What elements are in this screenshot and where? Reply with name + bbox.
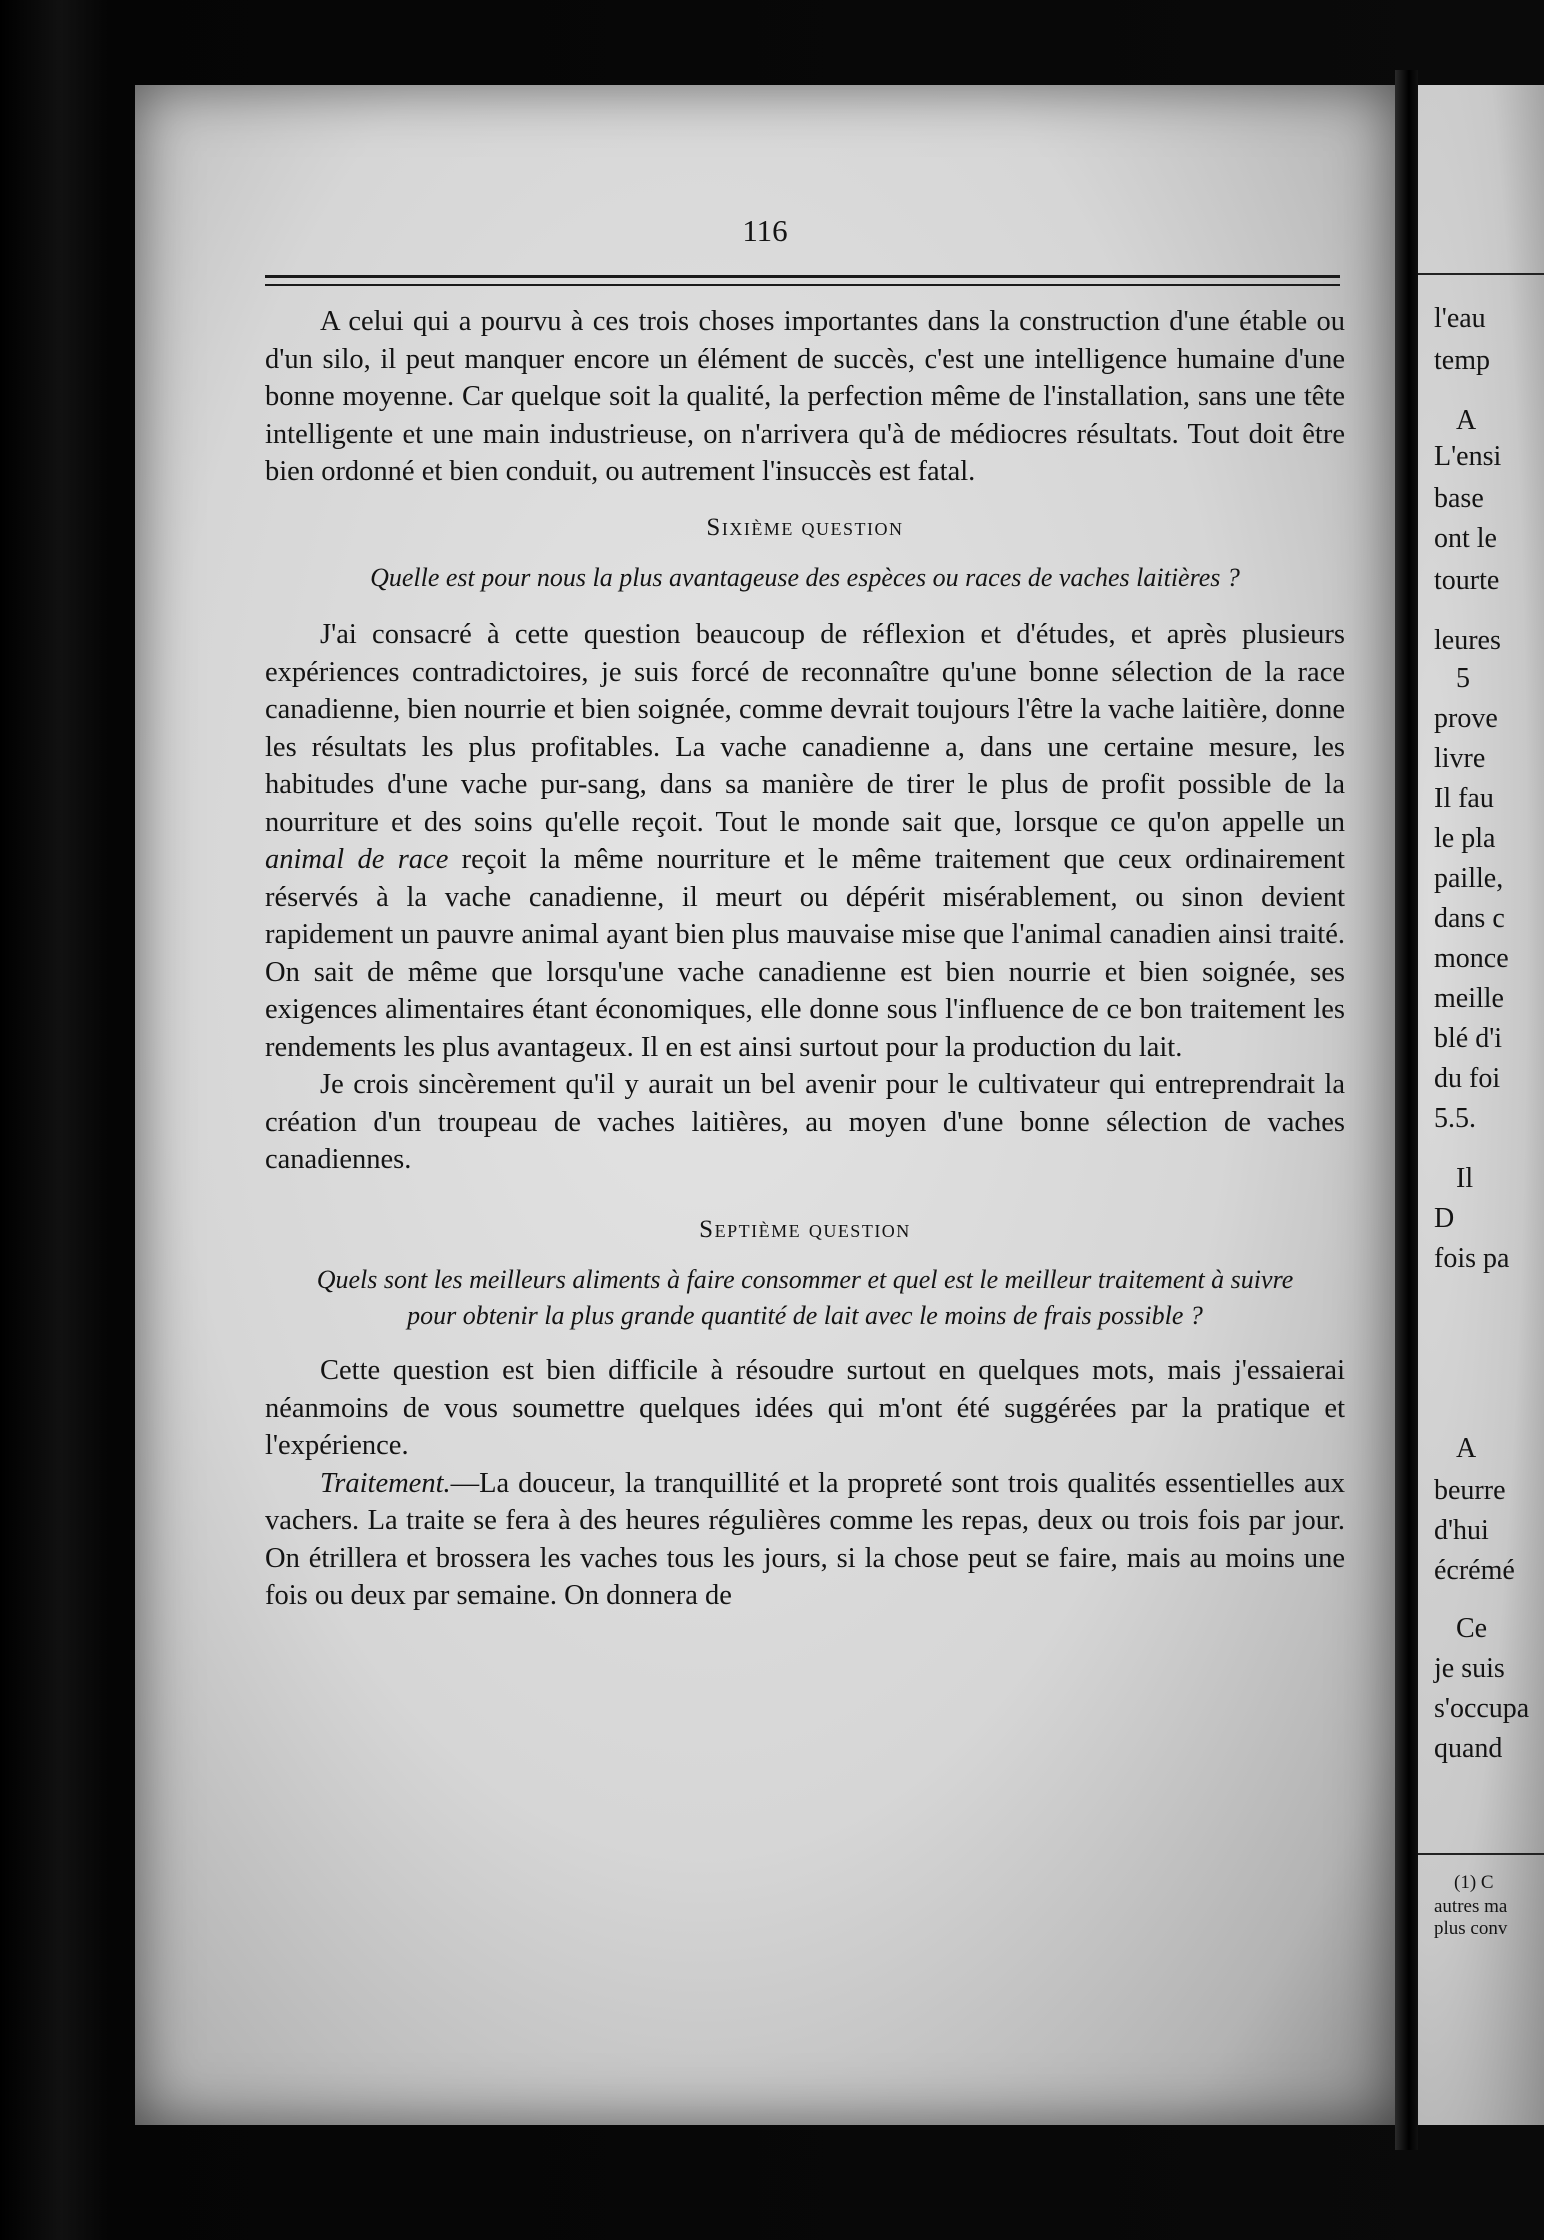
- question-seventh: Quels sont les meilleurs aliments à faire consommer et quel est le meilleur traitement à suivre pour obtenir la plus grande quantité de lait avec le moins de frais possible ?: [316, 1265, 1294, 1330]
- facing-page-line: prove: [1434, 703, 1498, 734]
- paragraph-sixth-answer: [265, 616, 1345, 1066]
- facing-page-line: A: [1456, 1433, 1477, 1464]
- facing-page-line: base: [1434, 483, 1484, 514]
- body-text: [265, 303, 1345, 1615]
- emphasis-text: animal de race: [265, 844, 449, 875]
- facing-page-line: beurre: [1434, 1475, 1506, 1506]
- header-rule: [265, 284, 1340, 286]
- paragraph-sixth-answer-2: Je crois sincèrement qu'il y aurait un bel avenir pour le cultivateur qui entreprendrait la création d'un troupeau de vaches laitières, au moyen d'une bonne sélection de vaches canadiennes.: [265, 1069, 1345, 1175]
- spacer: [265, 1179, 1345, 1193]
- page-number: 116: [742, 213, 788, 248]
- book-gutter: [1395, 70, 1418, 2150]
- facing-page-line: temp: [1434, 345, 1490, 376]
- facing-page-line: dans c: [1434, 903, 1505, 934]
- facing-page-line: d'hui: [1434, 1515, 1489, 1546]
- treatment-label: Traitement.: [320, 1467, 451, 1499]
- facing-page-line: 5: [1456, 663, 1470, 694]
- facing-page-line: Ce: [1456, 1613, 1488, 1644]
- heading-seventh-question: Septième question: [699, 1215, 911, 1243]
- facing-page-line: D: [1434, 1203, 1455, 1234]
- facing-page-line: monce: [1434, 943, 1509, 974]
- facing-footnote-line: (1) C: [1454, 1872, 1494, 1893]
- facing-page-line: Il fau: [1434, 783, 1494, 814]
- header-rule: [265, 275, 1340, 278]
- paragraph-intro: A celui qui a pourvu à ces trois choses importantes dans la construction d'une étable ou d'un silo, il peut manquer encore un élément de succès, c'est une intelligence humaine d'une bonne moyenne. Car quelque soit la qualité, la perfection même de l'installation, sans une tête intelligente et une main industrieuse, on n'arrivera qu'à de médiocres résultats. Tout doit être bien ordonné et bien conduit, ou autrement l'insuccès est fatal.: [265, 306, 1345, 487]
- facing-page-line: du foi: [1434, 1063, 1501, 1094]
- footnote-rule: [1418, 1853, 1544, 1855]
- facing-page-line: 5.5.: [1434, 1103, 1476, 1134]
- paragraph-text: J'ai consacré à cette question beaucoup de réflexion et d'études, et après plusieurs expériences contradictoires, je suis forcé de reconnaître qu'une bonne sélection de la race canadienne, bien nourrie et bien soignée, comme devrait toujours l'être la vache laitière, donne les résultats les plus profitables. La vache canadienne a, dans une certaine mesure, les habitudes d'une vache pur-sang, dans sa manière de tirer le plus de profit possible de la nourriture et des soins qu'elle reçoit. Tout le monde sait que, lorsque ce qu'on appelle un: [265, 619, 1345, 838]
- paragraph-treatment: [265, 1465, 1345, 1615]
- facing-footnote-line: plus conv: [1434, 1918, 1508, 1939]
- facing-page-line: leures: [1434, 625, 1501, 656]
- facing-page-line: écrémé: [1434, 1555, 1515, 1586]
- facing-page-line: l'eau: [1434, 303, 1486, 334]
- facing-page: [1418, 85, 1544, 2125]
- facing-page-line: paille,: [1434, 863, 1504, 894]
- facing-header-rule: [1418, 273, 1544, 275]
- facing-page-line: ont le: [1434, 523, 1497, 554]
- facing-page-line: s'occupa: [1434, 1693, 1530, 1724]
- facing-footnote-line: autres ma: [1434, 1896, 1508, 1917]
- facing-page-line: quand: [1434, 1733, 1503, 1764]
- facing-page-line: livre: [1434, 743, 1486, 774]
- facing-page-line: meille: [1434, 983, 1504, 1014]
- facing-page-line: blé d'i: [1434, 1023, 1503, 1054]
- facing-page-line: fois pa: [1434, 1243, 1510, 1274]
- main-page: [135, 85, 1395, 2125]
- facing-page-line: je suis: [1434, 1653, 1505, 1684]
- paragraph-seventh-answer: Cette question est bien difficile à résoudre surtout en quelques mots, mais j'essaierai néanmoins de vous soumettre quelques idées qui m'ont été suggérées par la pratique et l'expérience.: [265, 1355, 1345, 1461]
- question-sixth: Quelle est pour nous la plus avantageuse des espèces ou races de vaches laitières ?: [370, 563, 1240, 592]
- facing-page-line: A: [1456, 405, 1477, 436]
- facing-page-line: L'ensi: [1434, 441, 1502, 472]
- heading-sixth-question: Sixième question: [706, 513, 904, 541]
- facing-page-line: tourte: [1434, 565, 1500, 596]
- facing-page-line: Il: [1456, 1163, 1474, 1194]
- paragraph-text: —La douceur, la tranquillité et la propreté sont trois qualités essentielles aux vachers. La traite se fera à des heures régulières comme les repas, deux ou trois fois par jour. On étrillera et brossera les vaches tous les jours, si la chose peut se faire, mais au moins une fois ou deux par semaine. On donnera de: [265, 1467, 1345, 1611]
- facing-page-line: le pla: [1434, 823, 1496, 854]
- paragraph-text: reçoit la même nourriture et le même traitement que ceux ordinairement réservés à la vache canadienne, il meurt ou dépérit misérablement, ou sinon devient rapidement un pauvre animal ayant bien plus mauvaise mise que l'animal canadien ainsi traité. On sait de même que lorsqu'une vache canadienne est bien nourrie et bien soignée, ses exigences alimentaires étant économiques, elle donne sous l'influence de ce bon traitement les rendements les plus avantageux. Il en est ainsi surtout pour la production du lait.: [265, 844, 1345, 1063]
